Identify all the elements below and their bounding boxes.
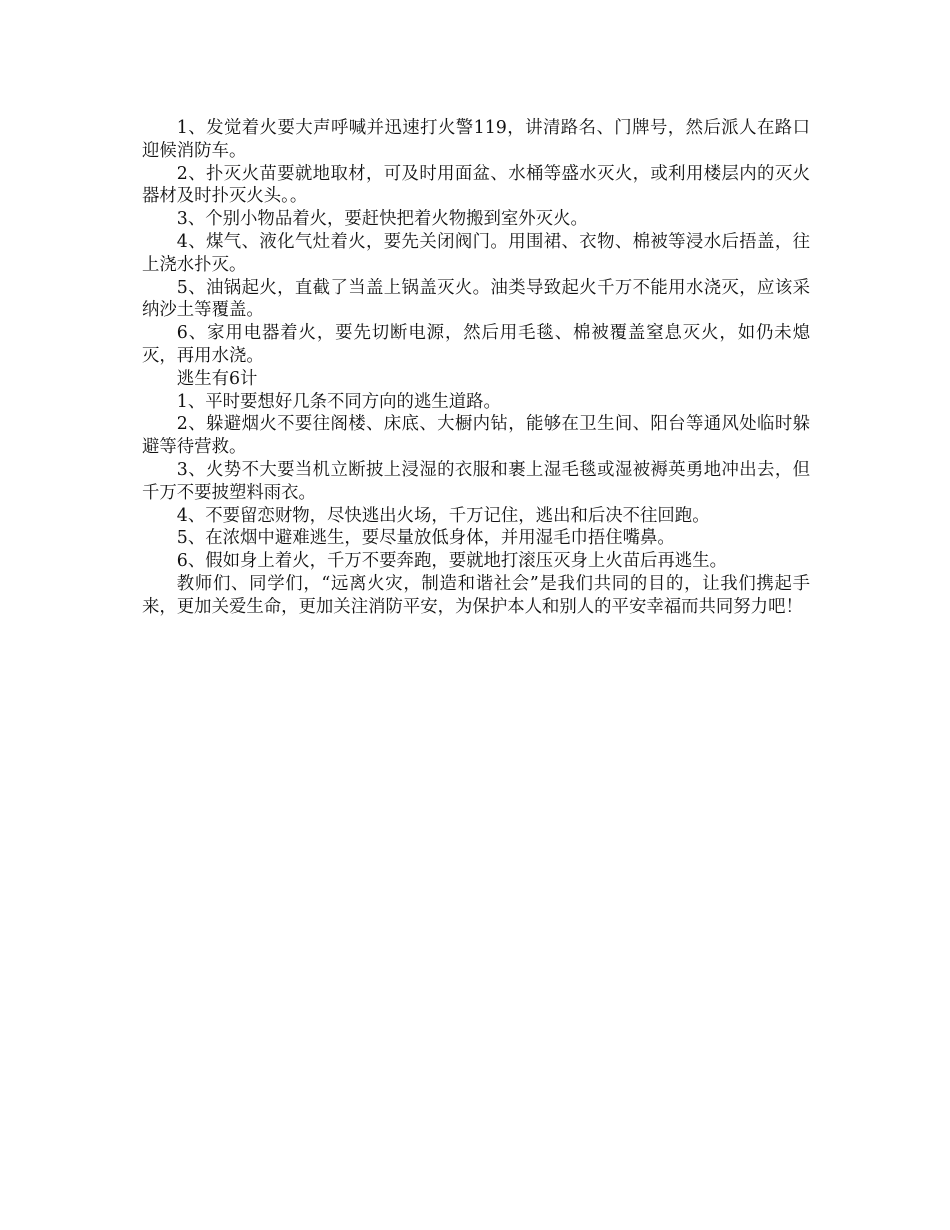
paragraph-oil-pan-fire: 5、油锅起火，直截了当盖上锅盖灭火。油类导致起火千万不能用水浇灭，应该采纳沙土等覆盖。: [142, 277, 810, 321]
paragraph-electrical-fire: 6、家用电器着火，要先切断电源，然后用毛毯、棉被覆盖窒息灭火，如仍未熄灭，再用水浇。: [142, 323, 810, 366]
paragraph-leave-belongings: 4、不要留恋财物，尽快逃出火场，千万记住，逃出和后决不往回跑。: [176, 505, 710, 526]
paragraph-clothes-on-fire: 6、假如身上着火，千万不要奔跑，要就地打滚压灭身上火苗后再逃生。: [176, 551, 727, 572]
paragraph-closing-appeal: 教师们、同学们，“远离火灾，制造和谐社会”是我们共同的目的，让我们携起手来，更加关爱生命，更加关注消防平安，为保护本人和别人的平安幸福而共同努力吧！: [142, 573, 810, 617]
section-heading-escape: 逃生有6计: [176, 368, 258, 389]
paragraph-wet-blanket: 3、火势不大要当机立断披上浸湿的衣服和裹上湿毛毯或湿被褥英勇地冲出去，但千万不要披塑料雨衣。: [142, 459, 810, 503]
paragraph-small-items-fire: 3、个别小物品着火，要赶快把着火物搬到室外灭火。: [176, 209, 588, 230]
document-body: [142, 117, 810, 619]
paragraph-avoid-smoke: 2、躲避烟火不要往阁楼、床底、大橱内钻，能够在卫生间、阳台等通风处临时躲避等待营救。: [142, 414, 810, 458]
paragraph-escape-routes: 1、平时要想好几条不同方向的逃生道路。: [176, 391, 501, 412]
paragraph-gas-stove-fire: 4、煤气、液化气灶着火，要先关闭阀门。用围裙、衣物、棉被等浸水后捂盖，往上浇水扑灭。: [142, 231, 810, 275]
paragraph-fire-alarm: 1、发觉着火要大声呼喊并迅速打火警119，讲清路名、门牌号，然后派人在路口迎候消防车。: [142, 118, 810, 161]
paragraph-stay-low: 5、在浓烟中避难逃生，要尽量放低身体，并用湿毛巾捂住嘴鼻。: [176, 528, 675, 549]
paragraph-extinguish-small-fire: 2、扑灭火苗要就地取材，可及时用面盆、水桶等盛水灭火，或利用楼层内的灭火器材及时扑灭火头。。: [142, 163, 810, 207]
